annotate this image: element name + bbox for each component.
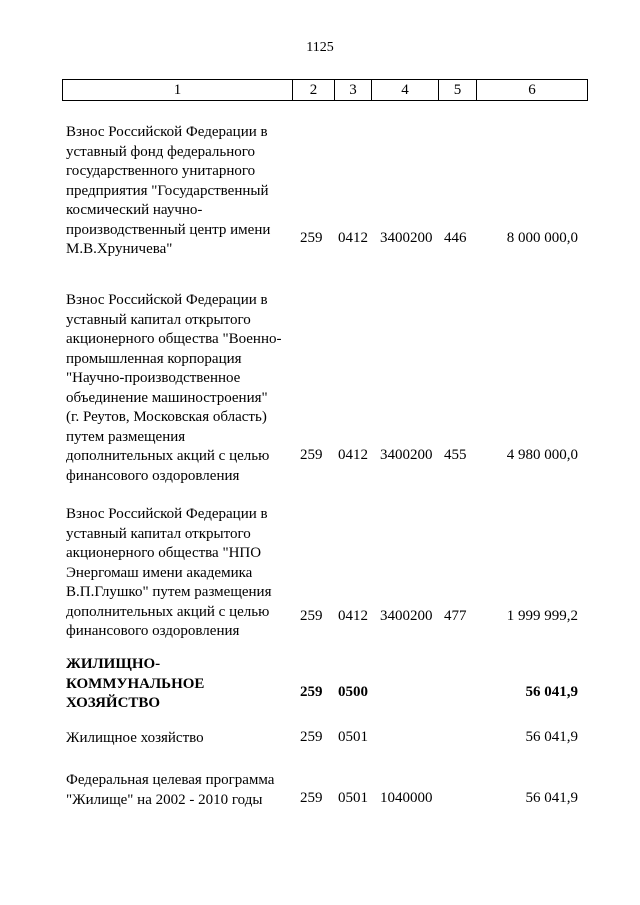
row-code-article: 3400200	[380, 608, 433, 624]
column-header-2: 2	[293, 80, 335, 101]
row-name-line: финансового оздоровления	[66, 623, 240, 639]
row-name	[66, 729, 288, 749]
page-number: 1125	[306, 40, 334, 55]
row-code-ministry: 259	[300, 729, 323, 745]
row-name-line: акционерного общества "НПО	[66, 545, 262, 561]
row-amount: 4 980 000,0	[506, 447, 578, 463]
row-code-ministry: 259	[300, 790, 323, 806]
row-name-line: предприятия "Государственный	[66, 182, 269, 199]
column-header-5: 5	[439, 80, 477, 101]
row-name-line: космический научно-	[66, 202, 203, 218]
row-code-section: 0412	[338, 230, 368, 246]
row-code-ministry: 259	[300, 447, 323, 463]
row-amount: 8 000 000,0	[506, 230, 578, 246]
row-code-section: 0412	[338, 608, 368, 624]
row-name-line: Жилищное хозяйство	[66, 730, 204, 746]
row-name	[66, 771, 288, 810]
row-name-line: КОММУНАЛЬНОЕ	[66, 675, 205, 692]
row-code-expense-type: 455	[444, 447, 467, 463]
row-name-line: государственного унитарного	[66, 163, 256, 179]
row-code-article: 3400200	[380, 447, 433, 463]
row-name-line: "Научно-производственное	[66, 370, 241, 386]
row-name-line: Взнос Российской Федерации в	[66, 292, 268, 308]
row-code-ministry: 259	[300, 684, 323, 700]
row-code-article: 1040000	[380, 790, 433, 806]
row-name	[66, 291, 288, 486]
row-code-ministry: 259	[300, 230, 323, 246]
row-code-section: 0412	[338, 447, 368, 463]
row-amount: 56 041,9	[525, 790, 578, 806]
column-header-1: 1	[63, 80, 293, 101]
row-name-line: объединение машиностроения"	[66, 389, 268, 406]
row-name-line: ХОЗЯЙСТВО	[66, 695, 161, 711]
column-header-3: 3	[335, 80, 372, 101]
row-name-line: дополнительных акций с целью	[66, 448, 270, 464]
row-name	[66, 505, 288, 642]
row-code-section: 0501	[338, 790, 368, 806]
column-header-table	[62, 79, 588, 101]
row-name-line: акционерного общества "Военно-	[66, 331, 282, 347]
row-name-line: М.В.Хруничева"	[66, 241, 173, 257]
row-name-line: уставный капитал открытого	[66, 525, 251, 542]
row-code-article: 3400200	[380, 230, 433, 246]
row-name-line: финансового оздоровления	[66, 467, 240, 484]
row-name-line: Взнос Российской Федерации в	[66, 506, 268, 522]
column-header-row	[63, 80, 588, 101]
row-name-line: производственный центр имени	[66, 221, 271, 238]
row-name-line: (г. Реутов, Московская область)	[66, 409, 267, 425]
row-amount: 56 041,9	[525, 729, 578, 745]
row-name	[66, 123, 288, 260]
row-code-expense-type: 446	[444, 230, 467, 246]
row-name-line: ЖИЛИЩНО-	[66, 656, 161, 672]
row-name	[66, 655, 288, 714]
row-code-ministry: 259	[300, 608, 323, 624]
row-name-line: путем размещения	[66, 428, 186, 445]
row-amount: 1 999 999,2	[506, 608, 578, 624]
row-code-section: 0501	[338, 729, 368, 745]
row-name-line: промышленная корпорация	[66, 350, 242, 367]
row-name-line: Взнос Российской Федерации в	[66, 124, 268, 140]
row-name-line: уставный капитал открытого	[66, 311, 251, 328]
row-name-line: уставный фонд федерального	[66, 143, 256, 160]
row-name-line: В.П.Глушко" путем размещения	[66, 584, 272, 600]
row-amount: 56 041,9	[525, 684, 578, 700]
row-code-section: 0500	[338, 684, 368, 700]
column-header-6: 6	[477, 80, 588, 101]
row-name-line: дополнительных акций с целью	[66, 603, 270, 620]
row-code-expense-type: 477	[444, 608, 467, 624]
row-name-line: "Жилище" на 2002 - 2010 годы	[66, 791, 263, 808]
row-name-line: Федеральная целевая программа	[66, 772, 275, 788]
row-name-line: Энергомаш имени академика	[66, 564, 253, 581]
column-header-4: 4	[372, 80, 439, 101]
